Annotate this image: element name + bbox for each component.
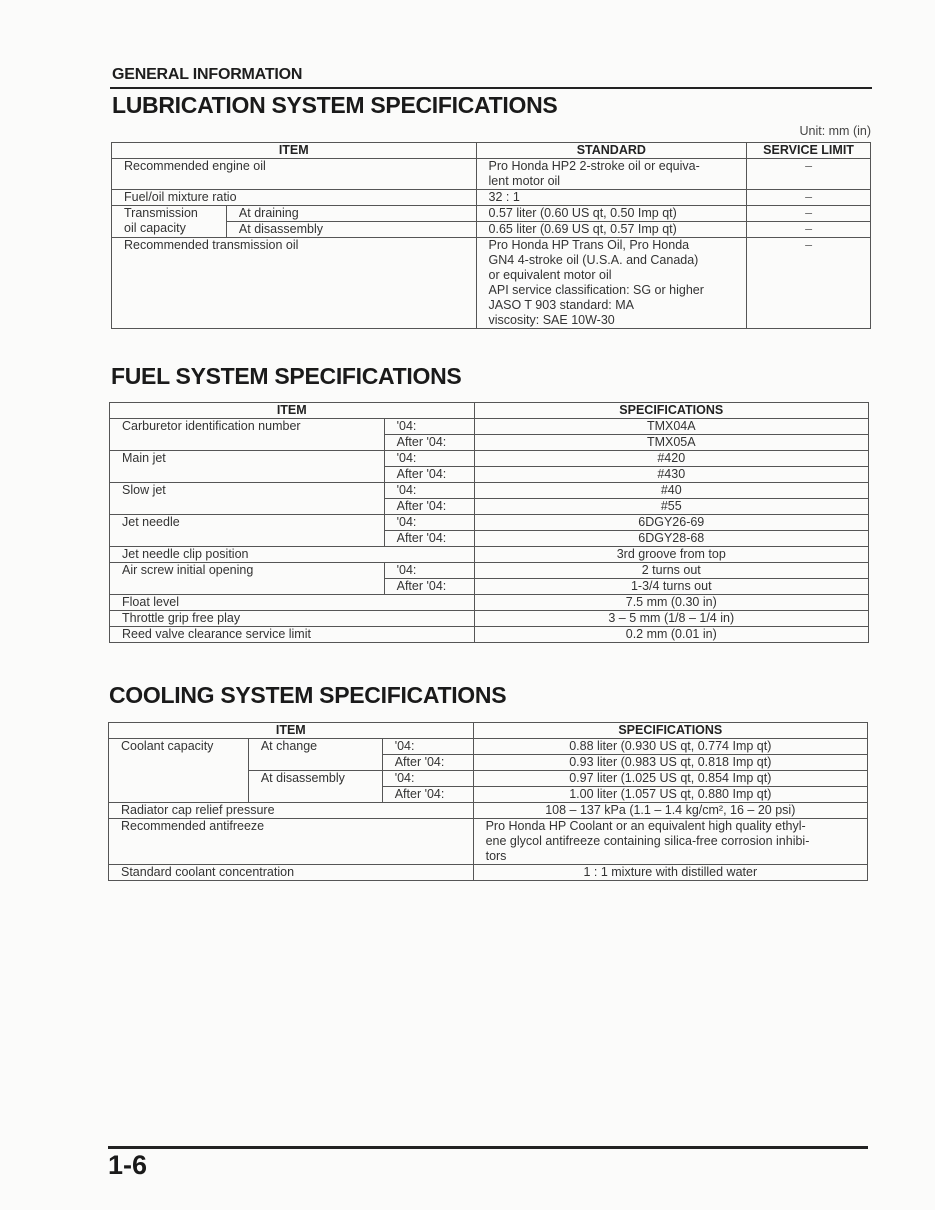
table-row — [110, 611, 869, 627]
table-row — [110, 515, 869, 531]
row-value: 1-3/4 turns out — [474, 579, 868, 595]
row-year: '04: — [384, 563, 474, 579]
row-item: Throttle grip free play — [110, 611, 475, 627]
row-item: Coolant capacity — [109, 739, 249, 803]
row-value: 2 turns out — [474, 563, 868, 579]
row-value: 1.00 liter (1.057 US qt, 0.880 Imp qt) — [473, 787, 867, 803]
row-value: TMX04A — [474, 419, 868, 435]
row-value: 0.93 liter (0.983 US qt, 0.818 Imp qt) — [473, 755, 867, 771]
row-limit: – — [747, 222, 871, 238]
row-value: 6DGY28-68 — [474, 531, 868, 547]
section-header: GENERAL INFORMATION — [112, 66, 303, 83]
row-item: Recommended antifreeze — [109, 819, 474, 865]
row-item: Jet needle clip position — [110, 547, 475, 563]
lubrication-title: LUBRICATION SYSTEM SPECIFICATIONS — [112, 92, 558, 118]
row-value: 3rd groove from top — [474, 547, 868, 563]
row-limit: – — [747, 238, 871, 329]
table-row — [109, 803, 868, 819]
row-year: '04: — [384, 483, 474, 499]
row-subitem: At change — [248, 739, 382, 771]
col-header-service-limit: SERVICE LIMIT — [747, 143, 871, 159]
row-year: '04: — [384, 419, 474, 435]
table-row — [112, 206, 871, 222]
unit-label: Unit: mm (in) — [799, 124, 871, 138]
row-standard: 0.65 liter (0.69 US qt, 0.57 Imp qt) — [476, 222, 747, 238]
row-value: 0.88 liter (0.930 US qt, 0.774 Imp qt) — [473, 739, 867, 755]
row-limit: – — [747, 159, 871, 190]
row-item: Recommended engine oil — [112, 159, 477, 190]
row-year: After '04: — [384, 499, 474, 515]
row-year: After '04: — [384, 435, 474, 451]
row-value: #40 — [474, 483, 868, 499]
row-item: Recommended transmission oil — [112, 238, 477, 329]
row-item: Radiator cap relief pressure — [109, 803, 474, 819]
row-item: Transmission oil capacity — [112, 206, 227, 238]
row-value: 0.2 mm (0.01 in) — [474, 627, 868, 643]
row-item: Reed valve clearance service limit — [110, 627, 475, 643]
row-year: '04: — [382, 739, 473, 755]
table-row — [110, 451, 869, 467]
table-row — [110, 563, 869, 579]
row-standard: 32 : 1 — [476, 190, 747, 206]
row-year: '04: — [382, 771, 473, 787]
row-item: Standard coolant concentration — [109, 865, 474, 881]
table-row — [110, 627, 869, 643]
row-limit: – — [747, 190, 871, 206]
fuel-title: FUEL SYSTEM SPECIFICATIONS — [111, 363, 462, 389]
table-row — [109, 739, 868, 755]
col-header-specifications: SPECIFICATIONS — [474, 403, 868, 419]
row-item: Carburetor identification number — [110, 419, 385, 451]
row-item: Float level — [110, 595, 475, 611]
row-value: 6DGY26-69 — [474, 515, 868, 531]
row-limit: – — [747, 206, 871, 222]
row-year: '04: — [384, 451, 474, 467]
row-subitem: At draining — [226, 206, 476, 222]
table-header-row — [109, 723, 868, 739]
row-value: Pro Honda HP Coolant or an equivalent high quality ethyl- ene glycol antifreeze containing silica-free corrosion inhibi- tors — [473, 819, 867, 865]
table-row — [110, 595, 869, 611]
row-item: Main jet — [110, 451, 385, 483]
row-standard: 0.57 liter (0.60 US qt, 0.50 Imp qt) — [476, 206, 747, 222]
table-row — [110, 419, 869, 435]
row-value: 1 : 1 mixture with distilled water — [473, 865, 867, 881]
col-header-item: ITEM — [110, 403, 475, 419]
header-rule — [110, 87, 872, 89]
row-year: After '04: — [382, 787, 473, 803]
table-row — [112, 159, 871, 190]
row-standard: Pro Honda HP Trans Oil, Pro Honda GN4 4-stroke oil (U.S.A. and Canada) or equivalent motor oil API service classification: SG or higher JASO T 903 standard: MA viscosity: SAE 10W-30 — [476, 238, 747, 329]
row-value: 7.5 mm (0.30 in) — [474, 595, 868, 611]
row-value: #430 — [474, 467, 868, 483]
row-year: '04: — [384, 515, 474, 531]
table-row — [112, 238, 871, 329]
row-standard: Pro Honda HP2 2-stroke oil or equiva- lent motor oil — [476, 159, 747, 190]
row-year: After '04: — [384, 467, 474, 483]
table-header-row — [112, 143, 871, 159]
row-item: Jet needle — [110, 515, 385, 547]
row-year: After '04: — [384, 579, 474, 595]
row-subitem: At disassembly — [248, 771, 382, 803]
cooling-title: COOLING SYSTEM SPECIFICATIONS — [109, 682, 507, 708]
table-header-row — [110, 403, 869, 419]
row-item: Slow jet — [110, 483, 385, 515]
table-row — [109, 865, 868, 881]
row-year: After '04: — [384, 531, 474, 547]
row-value: TMX05A — [474, 435, 868, 451]
row-item: Fuel/oil mixture ratio — [112, 190, 477, 206]
cooling-table — [108, 722, 868, 881]
lubrication-table — [111, 142, 871, 329]
footer-rule — [108, 1146, 868, 1149]
col-header-item: ITEM — [112, 143, 477, 159]
table-row — [109, 819, 868, 865]
col-header-specifications: SPECIFICATIONS — [473, 723, 867, 739]
col-header-standard: STANDARD — [476, 143, 747, 159]
row-year: After '04: — [382, 755, 473, 771]
row-value: #420 — [474, 451, 868, 467]
table-row — [110, 547, 869, 563]
fuel-table — [109, 402, 869, 643]
row-value: #55 — [474, 499, 868, 515]
col-header-item: ITEM — [109, 723, 474, 739]
row-value: 0.97 liter (1.025 US qt, 0.854 Imp qt) — [473, 771, 867, 787]
row-value: 3 – 5 mm (1/8 – 1/4 in) — [474, 611, 868, 627]
row-item: Air screw initial opening — [110, 563, 385, 595]
row-subitem: At disassembly — [226, 222, 476, 238]
page-number: 1-6 — [108, 1150, 148, 1180]
table-row — [110, 483, 869, 499]
row-value: 108 – 137 kPa (1.1 – 1.4 kg/cm², 16 – 20 psi) — [473, 803, 867, 819]
table-row — [112, 190, 871, 206]
